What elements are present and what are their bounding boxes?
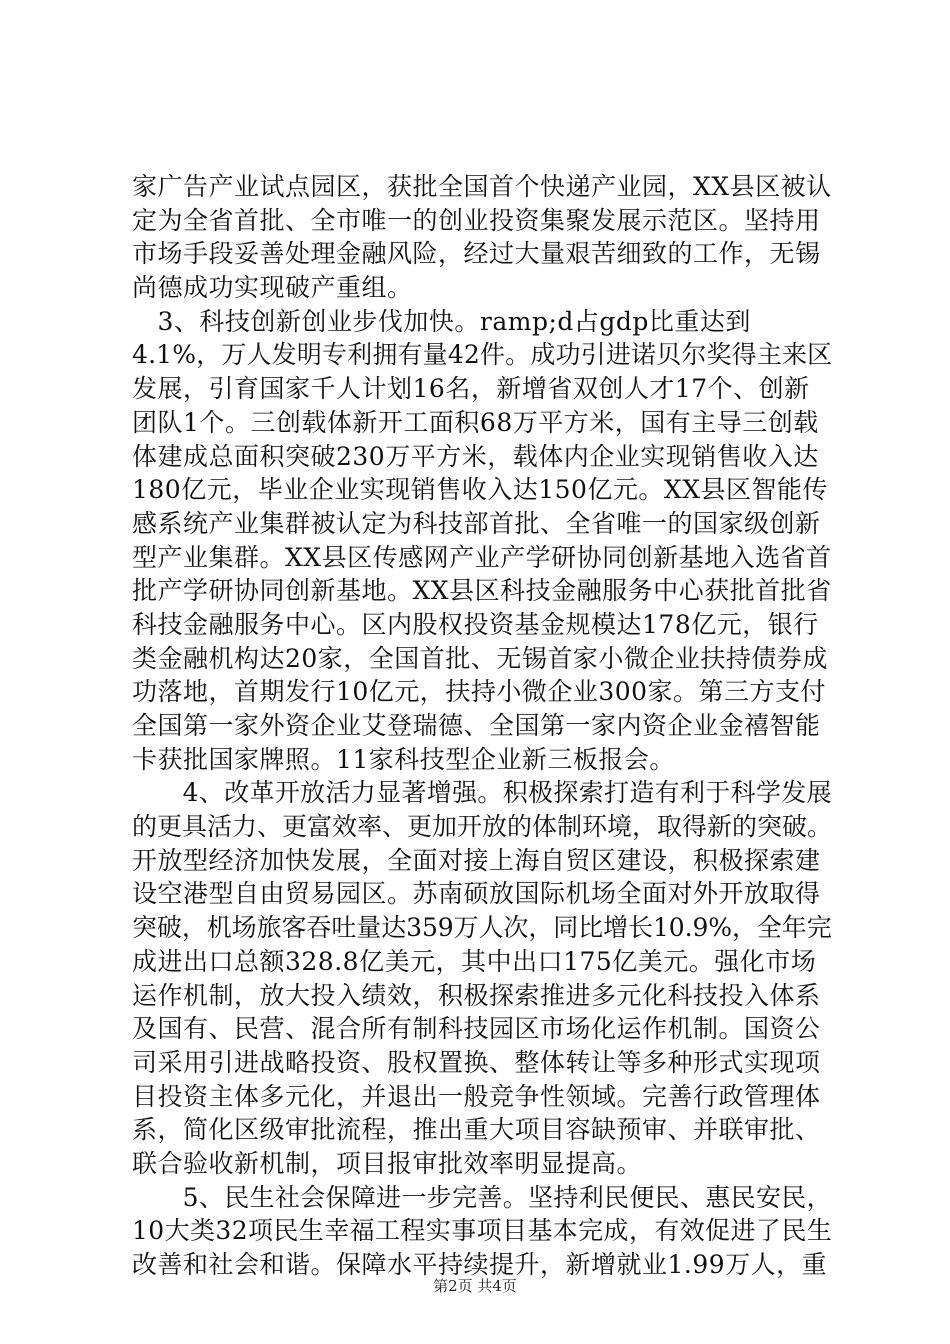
text-line: 4.1%，万人发明专利拥有量42件。成功引进诺贝尔奖得主来区 <box>132 340 833 370</box>
text-line: 5、民生社会保障进一步完善。坚持利民便民、惠民安民， <box>132 1182 832 1212</box>
text-line: 目投资主体多元化，并退出一般竞争性领域。完善行政管理体 <box>132 1081 821 1111</box>
text-line: 成进出口总额328.8亿美元，其中出口175亿美元。强化市场 <box>132 946 817 976</box>
text-line: 定为全省首批、全市唯一的创业投资集聚发展示范区。坚持用 <box>132 205 821 235</box>
text-line: 改善和社会和谐。保障水平持续提升，新增就业1.99万人，重 <box>132 1250 828 1279</box>
page-number-footer: 第2页 共4页 <box>433 1277 517 1295</box>
text-line: 类金融机构达20家，全国首批、无锡首家小微企业扶持债券成 <box>132 643 828 673</box>
text-line: 突破，机场旅客吞吐量达359万人次，同比增长10.9%，全年完 <box>132 913 832 943</box>
text-line: 3、科技创新创业步伐加快。ramp;d占gdp比重达到 <box>132 306 751 336</box>
text-line: 发展，引育国家千人计划16名，新增省双创人才17个、创新 <box>132 374 810 404</box>
text-line: 4、改革开放活力显著增强。积极探索打造有利于科学发展 <box>132 778 832 808</box>
text-line: 科技金融服务中心。区内股权投资基金规模达178亿元，银行 <box>132 609 819 639</box>
text-line: 司采用引进战略投资、股权置换、整体转让等多种形式实现项 <box>132 1047 821 1077</box>
text-line: 卡获批国家牌照。11家科技型企业新三板报会。 <box>132 744 675 774</box>
text-line: 市场手段妥善处理金融风险，经过大量艰苦细致的工作，无锡 <box>132 239 821 269</box>
text-line: 的更具活力、更富效率、更加开放的体制环境，取得新的突破。 <box>132 812 833 842</box>
text-line: 尚德成功实现破产重组。 <box>132 273 413 303</box>
text-line: 体建成总面积突破230万平方米，载体内企业实现销售收入达 <box>132 441 819 471</box>
text-line: 家广告产业试点园区，获批全国首个快递产业园，XX县区被认 <box>132 172 832 201</box>
text-line: 全国第一家外资企业艾登瑞德、全国第一家内资企业金禧智能 <box>132 711 821 740</box>
text-line: 团队1个。三创载体新开工面积68万平方米，国有主导三创载 <box>132 407 819 437</box>
text-line: 型产业集群。XX县区传感网产业产学研协同创新基地入选省首 <box>132 542 832 572</box>
text-line: 运作机制，放大投入绩效，积极探索推进多元化科技投入体系 <box>132 980 821 1010</box>
text-line: 10大类32项民生幸福工程实事项目基本完成，有效促进了民生 <box>132 1216 833 1246</box>
text-line: 感系统产业集群被认定为科技部首批、全省唯一的国家级创新 <box>132 508 821 538</box>
text-line: 设空港型自由贸易园区。苏南硕放国际机场全面对外开放取得 <box>132 879 821 909</box>
text-line: 180亿元，毕业企业实现销售收入达150亿元。XX县区智能传 <box>132 475 829 505</box>
text-line: 批产学研协同创新基地。XX县区科技金融服务中心获批首批省 <box>132 576 832 606</box>
text-line: 功落地，首期发行10亿元，扶持小微企业300家。第三方支付 <box>132 677 827 707</box>
text-line: 联合验收新机制，项目报审批效率明显提高。 <box>132 1148 643 1178</box>
text-line: 系，简化区级审批流程，推出重大项目容缺预审、并联审批、 <box>132 1115 821 1145</box>
body-text <box>132 170 832 1282</box>
text-line: 开放型经济加快发展，全面对接上海自贸区建设，积极探索建 <box>132 845 821 875</box>
text-line: 及国有、民营、混合所有制科技园区市场化运作机制。国资公 <box>132 1014 821 1044</box>
